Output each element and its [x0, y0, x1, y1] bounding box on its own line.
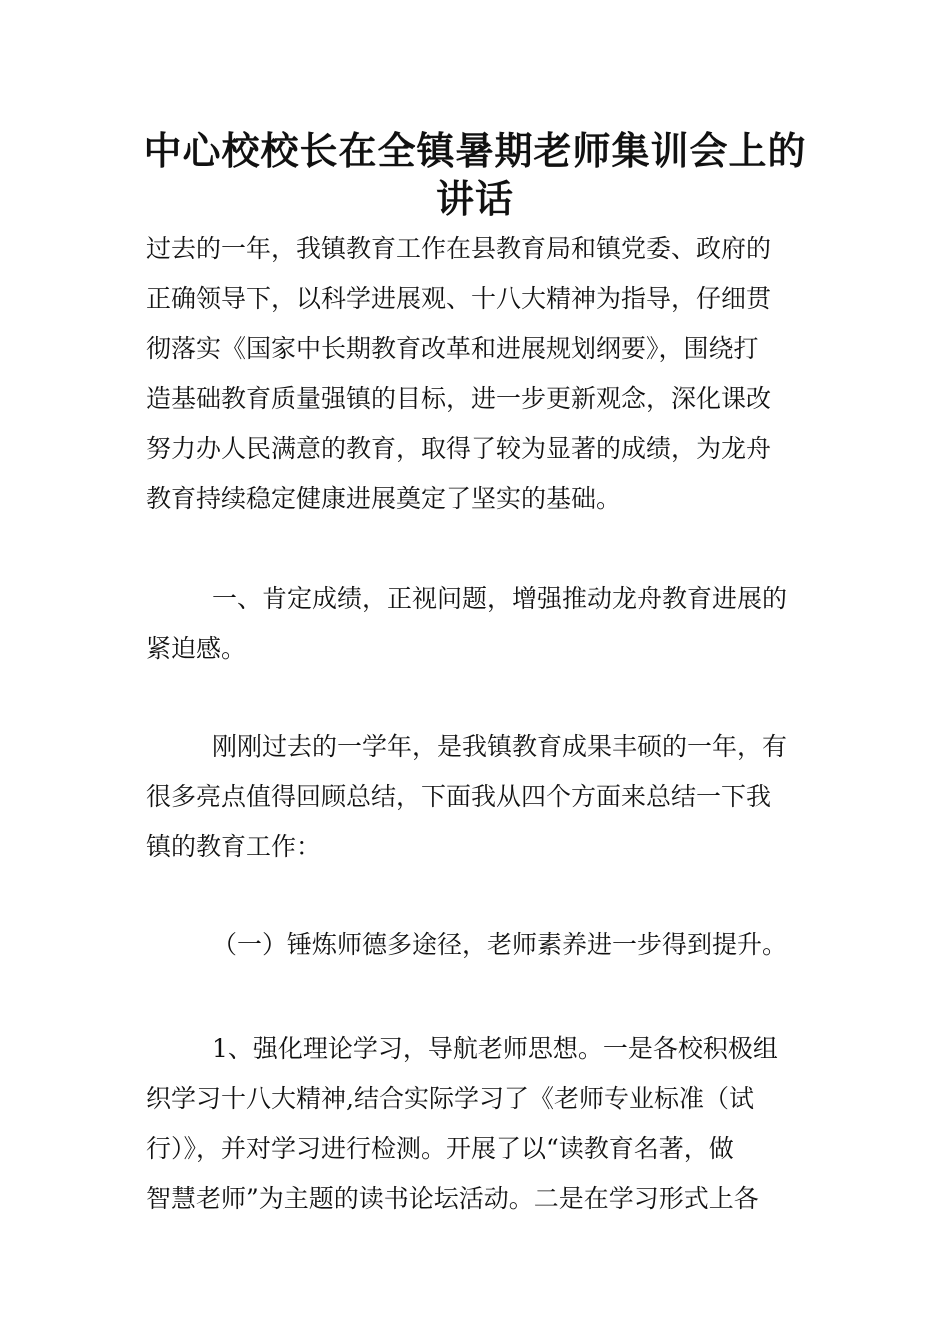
text-line: 紧迫感。	[146, 634, 247, 663]
paragraph-subsection-one	[146, 920, 806, 970]
document-title-line-1: 中心校校长在全镇暑期老师集训会上的	[143, 129, 807, 173]
text-line: 行）》，并对学习进行检测。开展了以“读教育名著，做	[146, 1134, 734, 1163]
document-title-line-2: 讲话	[435, 177, 514, 221]
text-line: 织学习十八大精神,结合实际学习了《老师专业标准（试	[146, 1084, 754, 1113]
text-line: 1、强化理论学习，导航老师思想。一是各校积极组	[212, 1034, 778, 1063]
paragraph-review	[146, 722, 806, 872]
text-line: 教育持续稳定健康进展奠定了坚实的基础。	[146, 484, 622, 513]
text-line: （一）锤炼师德多途径，老师素养进一步得到提升。	[212, 930, 788, 959]
text-line: 正确领导下，以科学进展观、十八大精神为指导，仔细贯	[146, 284, 772, 313]
text-line: 智慧老师”为主题的读书论坛活动。二是在学习形式上各	[146, 1184, 759, 1213]
text-line: 过去的一年，我镇教育工作在县教育局和镇党委、政府的	[146, 234, 772, 263]
text-line: 刚刚过去的一学年，是我镇教育成果丰硕的一年，有	[212, 732, 788, 761]
paragraph-intro	[146, 224, 806, 524]
text-line: 努力办人民满意的教育，取得了较为显著的成绩，为龙舟	[146, 434, 772, 463]
text-line: 很多亮点值得回顾总结，下面我从四个方面来总结一下我	[146, 782, 772, 811]
text-line: 一、肯定成绩，正视问题，增强推动龙舟教育进展的	[212, 584, 788, 613]
paragraph-section-one	[146, 574, 806, 674]
paragraph-theory-study	[146, 1024, 806, 1224]
text-line: 彻落实《国家中长期教育改革和进展规划纲要》，围绕打	[146, 334, 759, 363]
text-line: 造基础教育质量强镇的目标，进一步更新观念，深化课改	[146, 384, 772, 413]
text-line: 镇的教育工作：	[146, 832, 322, 861]
